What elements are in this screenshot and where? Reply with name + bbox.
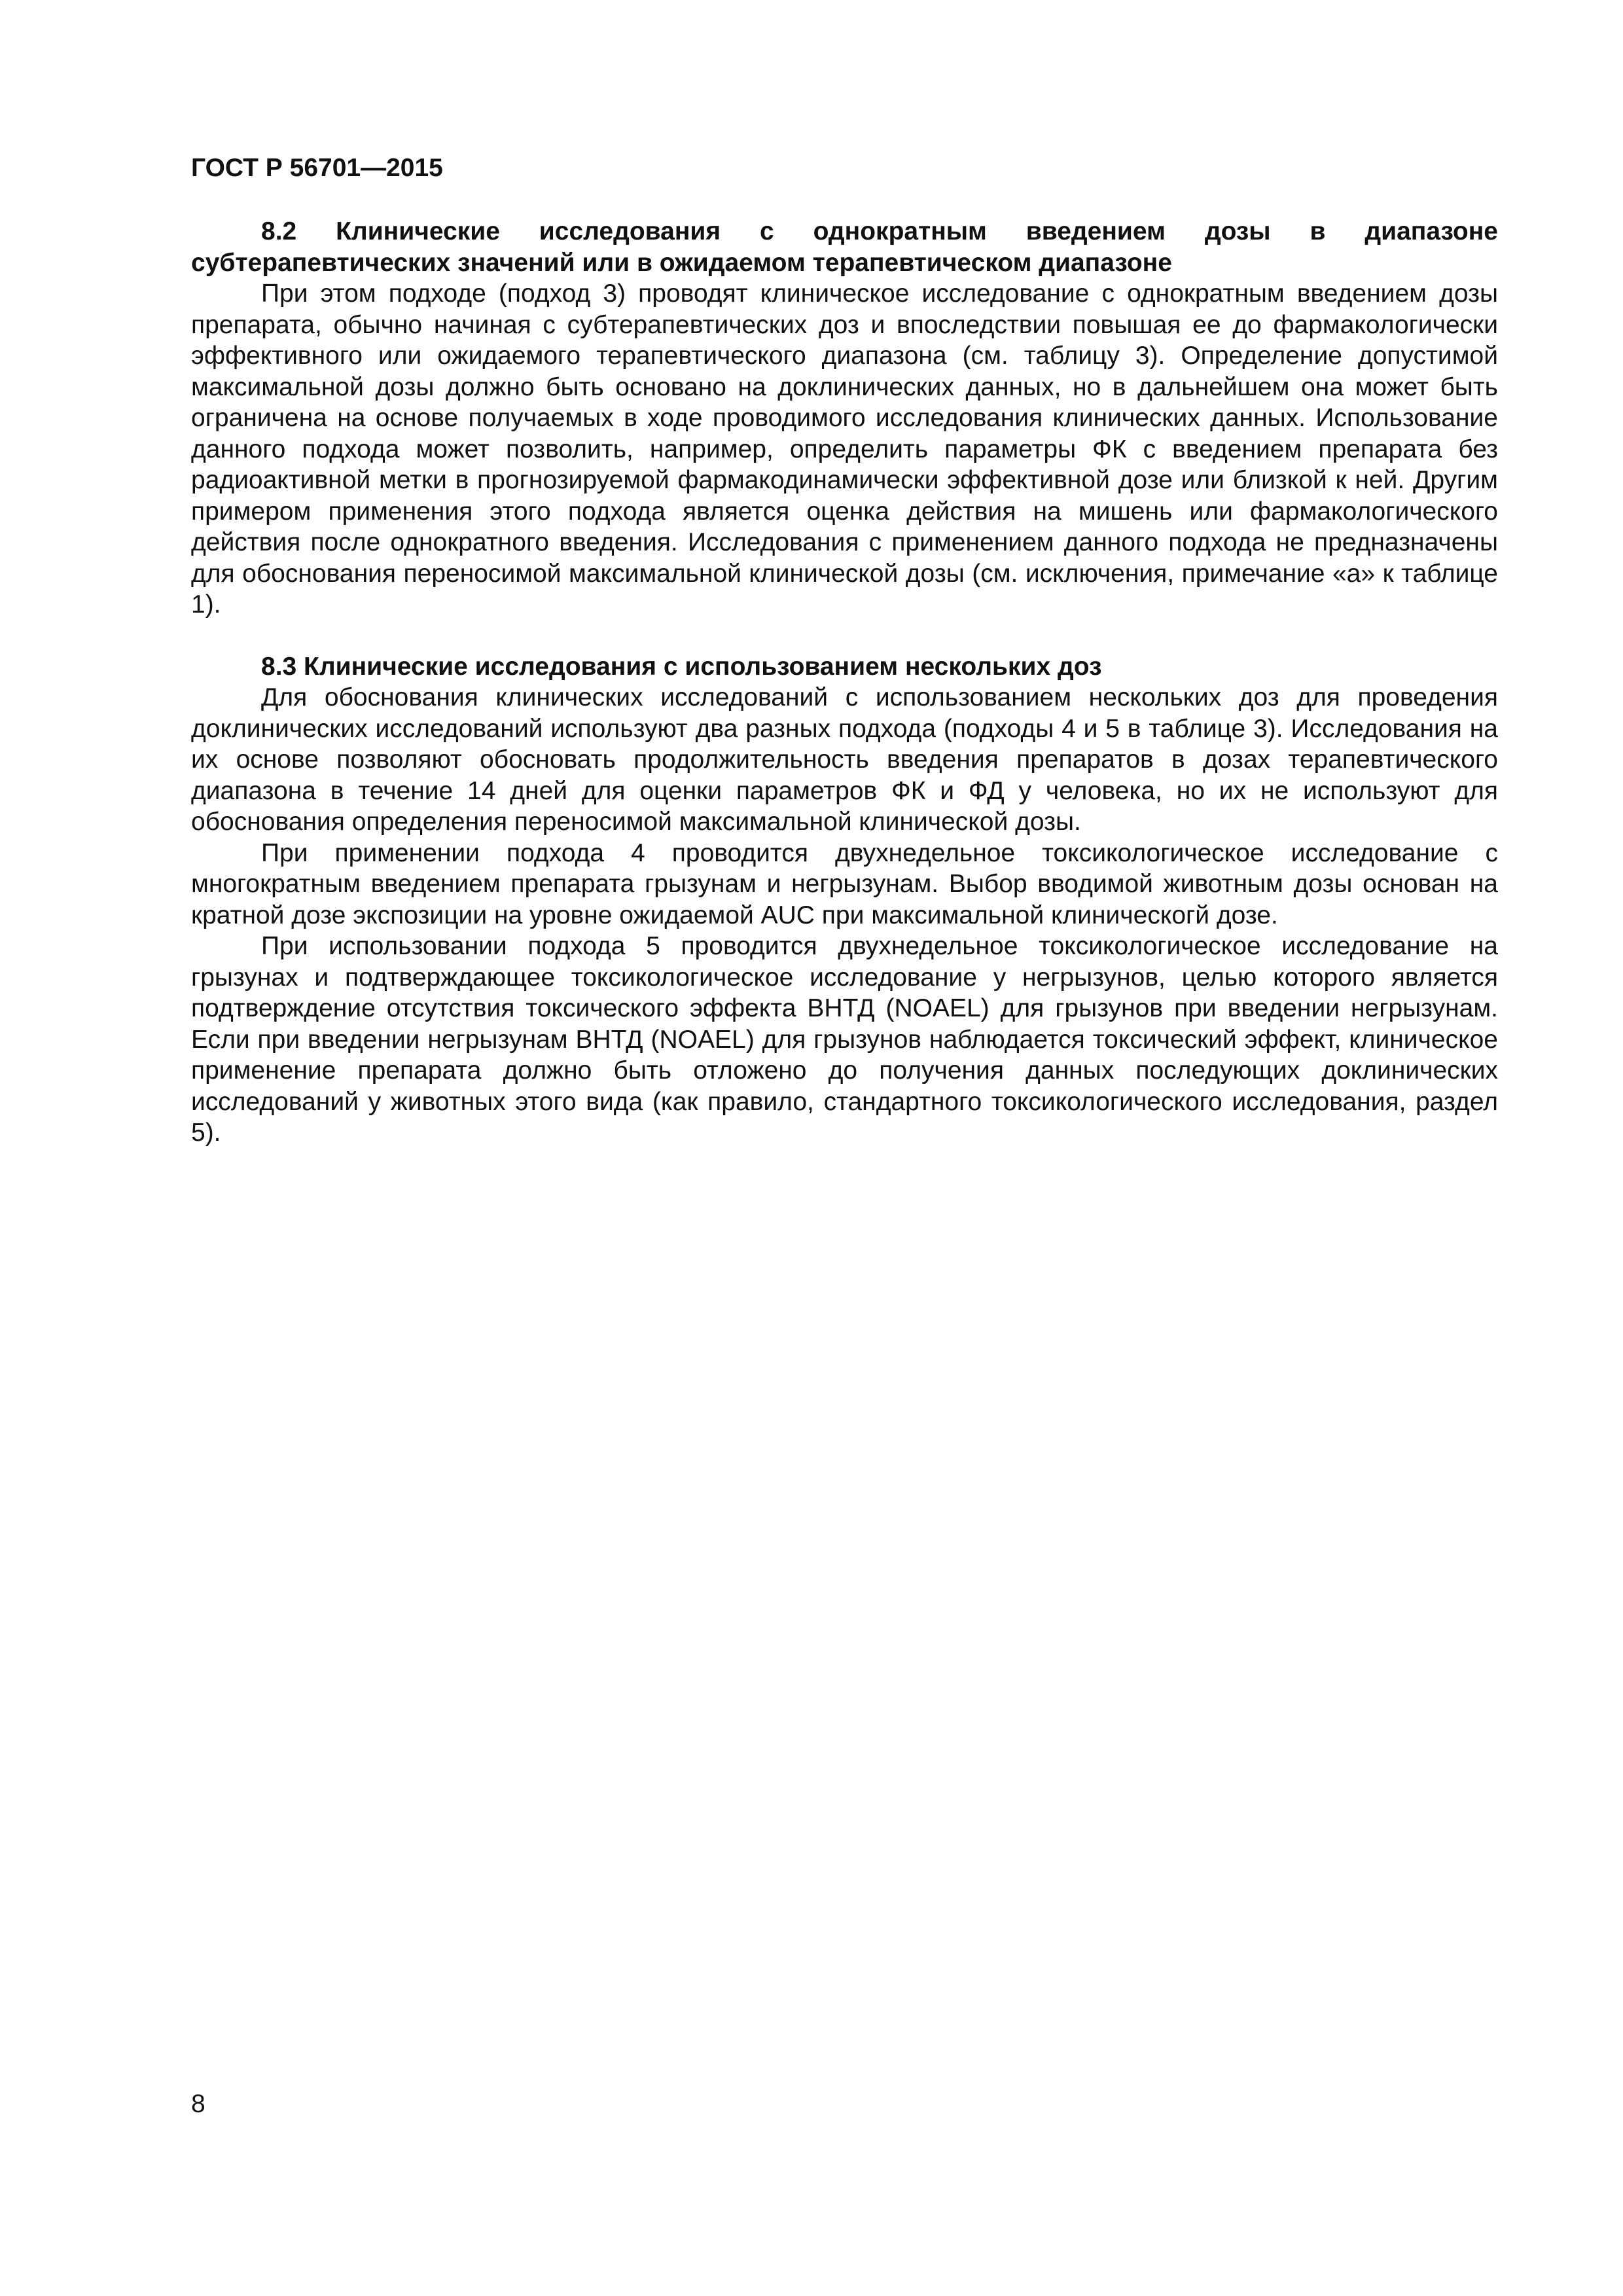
section-spacer (191, 620, 1498, 651)
section-8-2-title: 8.2 Клинические исследования с однократным введением дозы в диапазоне субтерапевтических значений или в ожидаемом терапевтическом диапазоне (191, 217, 1498, 277)
section-8-3-paragraph: При применении подхода 4 проводится двухнедельное токсикологическое исследование с многократным введением препарата грызунам и негрызунам. Выбор вводимой животным дозы основан на кратной дозе экспозиции на уровне ожидаемой AUC при максимальной клиническогй дозе. (191, 838, 1498, 929)
section-8-3-paragraph: При использовании подхода 5 проводится двухнедельное токсикологическое исследование на грызунах и подтверждающее токсикологическое исследование у негрызунов, целью которого является подтверждение отсутствия токсического эффекта ВНТД (NOAEL) для грызунов при введении негрызунам. Если при введении негрызунам ВНТД (NOAEL) для грызунов наблюдается токсический эффект, клиническое применение препарата должно быть отложено до получения данных последующих доклинических исследований у животных этого вида (как правило, стандартного токсикологического исследования, раздел 5). (191, 932, 1498, 1147)
document-code-header: ГОСТ Р 56701—2015 (191, 154, 443, 182)
section-8-2-paragraph: При этом подходе (подход 3) проводят клиническое исследование с однократным введением дозы препарата, обычно начиная с субтерапевтических доз и впоследствии повышая ее до фармакологически эффективного или ожидаемого терапевтического диапазона (см. таблицу 3). Определение допустимой максимальной дозы должно быть основано на доклинических данных, но в дальнейшем она может быть ограничена на основе получаемых в ходе проводимого исследования клинических данных. Использование данного подхода может позволить, например, определить параметры ФК с введением препарата без радиоактивной метки в прогнозируемой фармакодинамически эффективной дозе или близкой к ней. Другим примером применения этого подхода является оценка действия на мишень или фармакологического действия после однократного введения. Исследования с применением данного подхода не предназначены для обоснования переносимой максимальной клинической дозы (см. исключения, примечание «а» к таблице 1). (191, 279, 1498, 619)
section-8-3-title: 8.3 Клинические исследования с использованием нескольких доз (261, 652, 1102, 681)
document-body (191, 216, 1498, 1149)
section-8-3-paragraph: Для обоснования клинических исследований с использованием нескольких доз для проведения доклинических исследований используют два разных подхода (подходы 4 и 5 в таблице 3). Исследования на их основе позволяют обосновать продолжительность введения препаратов в дозах терапевтического диапазона в течение 14 дней для оценки параметров ФК и ФД у человека, но их не используют для обоснования определения переносимой максимальной клинической дозы. (191, 683, 1498, 836)
page-number: 8 (191, 2090, 205, 2118)
